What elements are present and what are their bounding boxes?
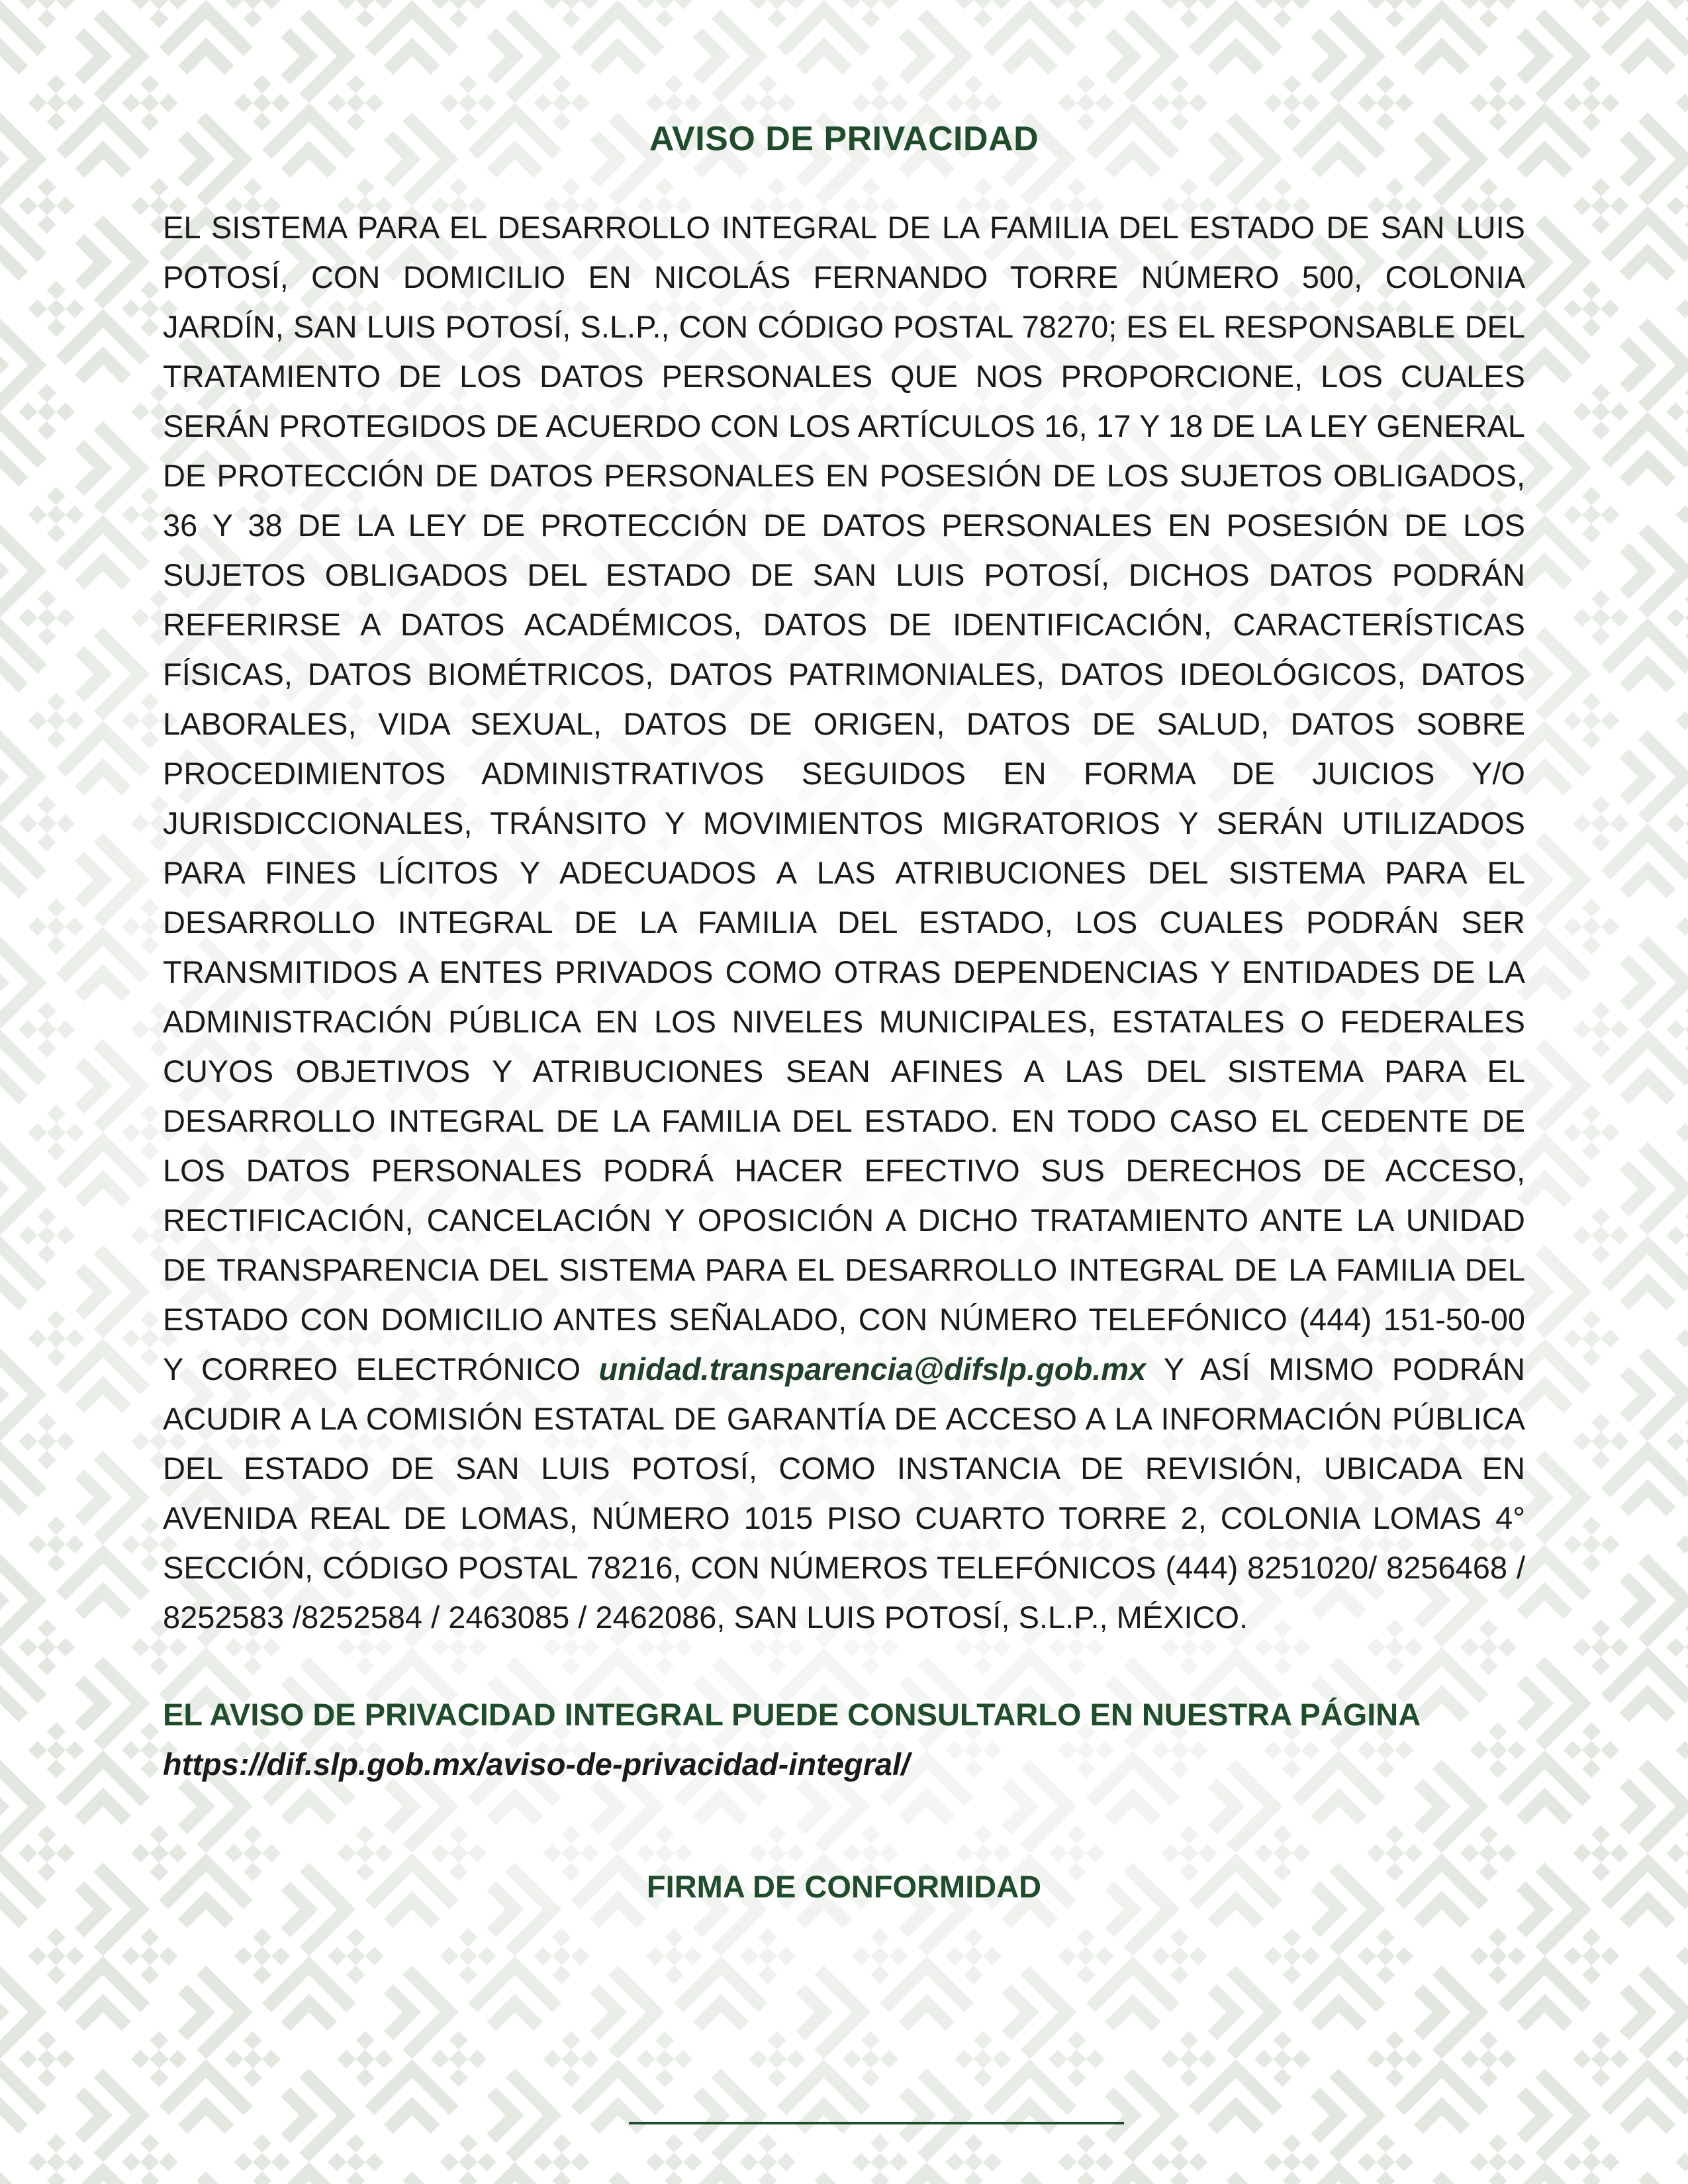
signature-line <box>629 2122 1124 2124</box>
notice-body-text: EL SISTEMA PARA EL DESARROLLO INTEGRAL DE LA FAMILIA DEL ESTADO DE SAN LUIS POTOSÍ, CON DOMICILIO EN NICOLÁS FERNANDO TORRE NÚMERO 500, COLONIA JARDÍN, SAN LUIS POTOSÍ, S.L.P., CON CÓDIGO POSTAL 78270; ES EL RESPONSABLE DEL TRATAMIENTO DE LOS DATOS PERSONALES QUE NOS PROPORCIONE, LOS CUALES SERÁN PROTEGIDOS DE ACUERDO CON LOS ARTÍCULOS 16, 17 Y 18 DE LA LEY GENERAL DE PROTECCIÓN DE DATOS PERSONALES EN POSESIÓN DE LOS SUJETOS OBLIGADOS, 36 Y 38 DE LA LEY DE PROTECCIÓN DE DATOS PERSONALES EN POSESIÓN DE LOS SUJETOS OBLIGADOS DEL ESTADO DE SAN LUIS POTOSÍ, DICHOS DATOS PODRÁN REFERIRSE A DATOS ACADÉMICOS, DATOS DE IDENTIFICACIÓN, CARACTERÍSTICAS FÍSICAS, DATOS BIOMÉTRICOS, DATOS PATRIMONIALES, DATOS IDEOLÓGICOS, DATOS LABORALES, VIDA SEXUAL, DATOS DE ORIGEN, DATOS DE SALUD, DATOS SOBRE PROCEDIMIENTOS ADMINISTRATIVOS SEGUIDOS EN FORMA DE JUICIOS Y/O JURISDICCIONALES, TRÁNSITO Y MOVIMIENTOS MIGRATORIOS Y SERÁN UTILIZADOS PARA FINES LÍCITOS Y ADECUADOS A LAS ATRIBUCIONES DEL SISTEMA PARA EL DESARROLLO INTEGRAL DE LA FAMILIA DEL ESTADO, LOS CUALES PODRÁN SER TRANSMITIDOS A ENTES PRIVADOS COMO OTRAS DEPENDENCIAS Y ENTIDADES DE LA ADMINISTRACIÓN PÚBLICA EN LOS NIVELES MUNICIPALES, ESTATALES O FEDERALES CUYOS OBJETIVOS Y ATRIBUCIONES SEAN AFINES A LAS DEL SISTEMA PARA EL DESARROLLO INTEGRAL DE LA FAMILIA DEL ESTADO. EN TODO CASO EL CEDENTE DE LOS DATOS PERSONALES PODRÁ HACER EFECTIVO SUS DERECHOS DE ACCESO, RECTIFICACIÓN, CANCELACIÓN Y OPOSICIÓN A DICHO TRATAMIENTO ANTE LA UNIDAD DE TRANSPARENCIA DEL SISTEMA PARA EL DESARROLLO INTEGRAL DE LA FAMILIA DEL ESTADO CON DOMICILIO ANTES SEÑALADO, CON NÚMERO TELEFÓNICO (444) 151-50-00 Y CORREO ELECTRÓNICO <box>163 210 1525 1387</box>
privacy-notice <box>163 119 1525 1905</box>
contact-email[interactable]: unidad.transparencia@difslp.gob.mx <box>598 1351 1147 1387</box>
integral-notice-link[interactable]: https://dif.slp.gob.mx/aviso-de-privacidad-integral/ <box>163 1747 910 1782</box>
document-title: AVISO DE PRIVACIDAD <box>649 120 1039 158</box>
signature-label: FIRMA DE CONFORMIDAD <box>646 1869 1042 1904</box>
notice-body-text-continued: Y ASÍ MISMO PODRÁN ACUDIR A LA COMISIÓN ESTATAL DE GARANTÍA DE ACCESO A LA INFORMACIÓN PÚBLICA DEL ESTADO DE SAN LUIS POTOSÍ, COMO INSTANCIA DE REVISIÓN, UBICADA EN AVENIDA REAL DE LOMAS, NÚMERO 1015 PISO CUARTO TORRE 2, COLONIA LOMAS 4° SECCIÓN, CÓDIGO POSTAL 78216, CON NÚMEROS TELEFÓNICOS (444) 8251020/ 8256468 / 8252583 /8252584 / 2463085 / 2462086, SAN LUIS POTOSÍ, S.L.P., MÉXICO. <box>163 1351 1525 1635</box>
integral-notice-text: EL AVISO DE PRIVACIDAD INTEGRAL PUEDE CONSULTARLO EN NUESTRA PÁGINA <box>163 1697 1421 1732</box>
notice-body <box>163 203 1525 1642</box>
integral-notice <box>163 1690 1525 1789</box>
